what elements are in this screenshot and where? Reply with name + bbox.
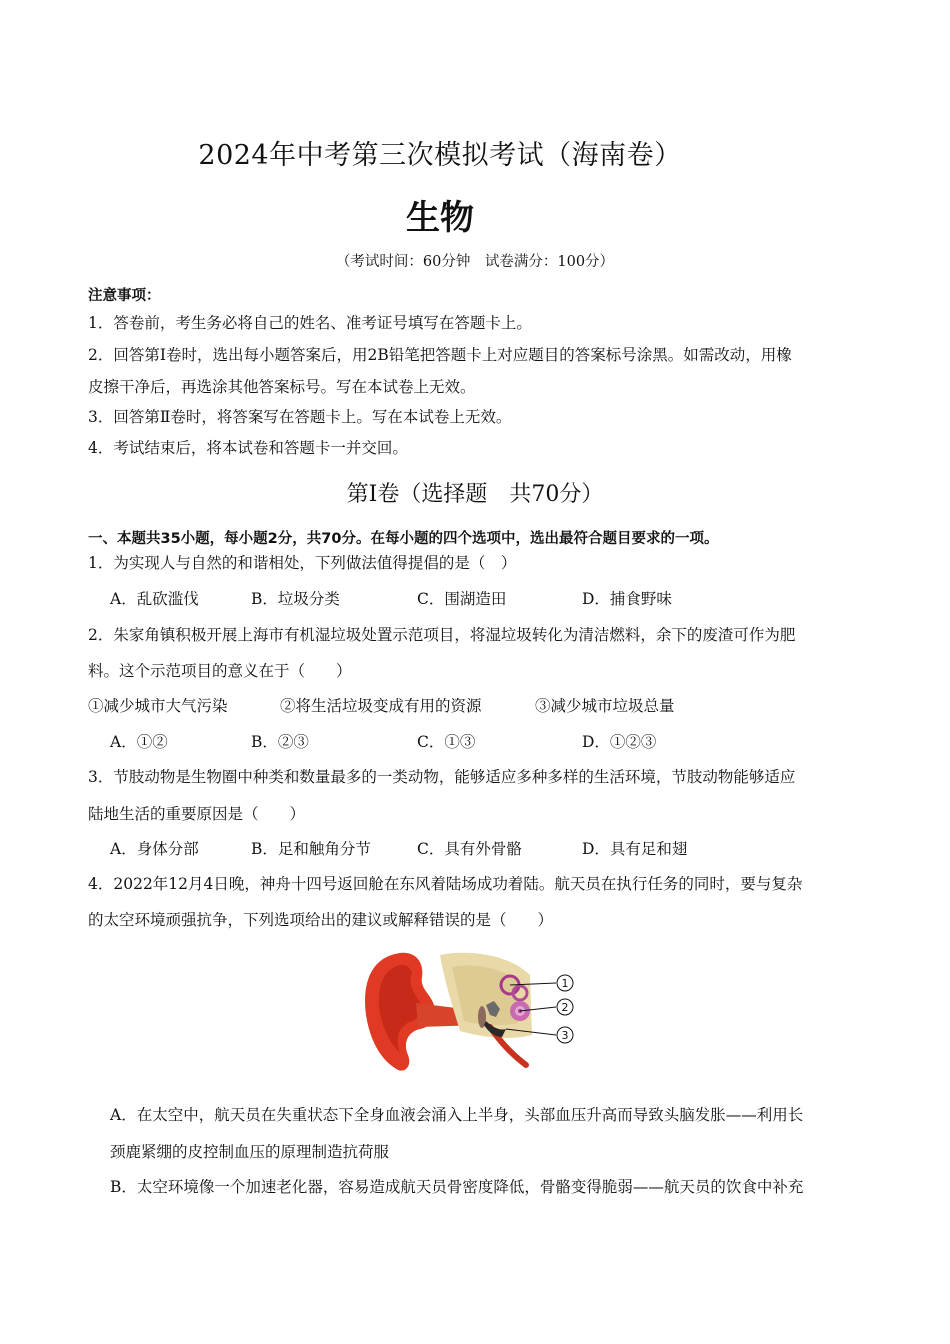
option-d: D．①②③ (582, 733, 657, 751)
option-a: A．乱砍滥伐 (110, 590, 199, 608)
question-1-stem: 1．为实现人与自然的和谐相处，下列做法值得提倡的是（ ） (88, 554, 517, 572)
question-4-stem: 4．2022年12月4日晚，神舟十四号返回舱在东风着陆场成功着陆。航天员在执行任务的同时，要与复杂 (88, 875, 803, 893)
question-2-stem: 2．朱家角镇积极开展上海市有机湿垃圾处置示范项目，将湿垃圾转化为清洁燃料，余下的废渣可作为肥 (88, 626, 796, 644)
statement-item: ③减少城市垃圾总量 (535, 697, 675, 715)
option-c: C．围湖造田 (417, 590, 507, 608)
option-b: B．垃圾分类 (251, 590, 340, 608)
section-instruction: 一、本题共35小题，每小题2分，共70分。在每小题的四个选项中，选出最符合题目要求的一项。 (88, 531, 719, 547)
statement-item: ①减少城市大气污染 (88, 697, 228, 715)
exam-time-info: （考试时间：60分钟 试卷满分：100分） (335, 254, 615, 270)
figure-label-2: 2 (561, 1001, 569, 1014)
note-item: 1．答卷前，考生务必将自己的姓名、准考证号填写在答题卡上。 (88, 314, 532, 332)
option-d: D．捕食野味 (582, 590, 672, 608)
option-b: B．②③ (251, 733, 309, 751)
subject-title: 生物 (406, 198, 474, 238)
option-c: C．①③ (417, 733, 476, 751)
question-4-option-a-cont: 颈鹿紧绷的皮控制血压的原理制造抗荷服 (110, 1143, 390, 1161)
statement-item: ②将生活垃圾变成有用的资源 (280, 697, 482, 715)
ear-anatomy-figure (360, 945, 590, 1075)
notes-heading: 注意事项： (88, 288, 161, 304)
option-a: A．身体分部 (110, 840, 199, 858)
note-item: 4．考试结束后，将本试卷和答题卡一并交回。 (88, 439, 408, 457)
question-4-stem-cont: 的太空环境顽强抗争，下列选项给出的建议或解释错误的是（ ） (88, 911, 554, 929)
figure-label-1: 1 (561, 977, 569, 990)
note-item: 皮擦干净后，再选涂其他答案标号。写在本试卷上无效。 (88, 378, 476, 396)
question-4-option-a: A．在太空中，航天员在失重状态下全身血液会涌入上半身，头部血压升高而导致头脑发胀——利用长 (110, 1106, 804, 1124)
section-title: 第Ⅰ卷（选择题 共70分） (346, 482, 604, 507)
question-3-stem: 3．节肢动物是生物圈中种类和数量最多的一类动物，能够适应多种多样的生活环境，节肢动物能够适应 (88, 768, 796, 786)
question-3-stem-cont: 陆地生活的重要原因是（ ） (88, 805, 306, 823)
exam-title: 2024年中考第三次模拟考试（海南卷） (198, 140, 682, 171)
option-a: A．①② (110, 733, 168, 751)
note-item: 3．回答第Ⅱ卷时，将答案写在答题卡上。写在本试卷上无效。 (88, 408, 512, 426)
option-c: C．具有外骨骼 (417, 840, 522, 858)
note-item: 2．回答第Ⅰ卷时，选出每小题答案后，用2B铅笔把答题卡上对应题目的答案标号涂黑。如需改动，用橡 (88, 346, 792, 364)
figure-label-3: 3 (561, 1029, 569, 1042)
option-d: D．具有足和翅 (582, 840, 688, 858)
option-b: B．足和触角分节 (251, 840, 371, 858)
question-2-stem-cont: 料。这个示范项目的意义在于（ ） (88, 662, 352, 680)
question-4-option-b: B．太空环境像一个加速老化器，容易造成航天员骨密度降低，骨骼变得脆弱——航天员的饮食中补充 (110, 1178, 804, 1196)
